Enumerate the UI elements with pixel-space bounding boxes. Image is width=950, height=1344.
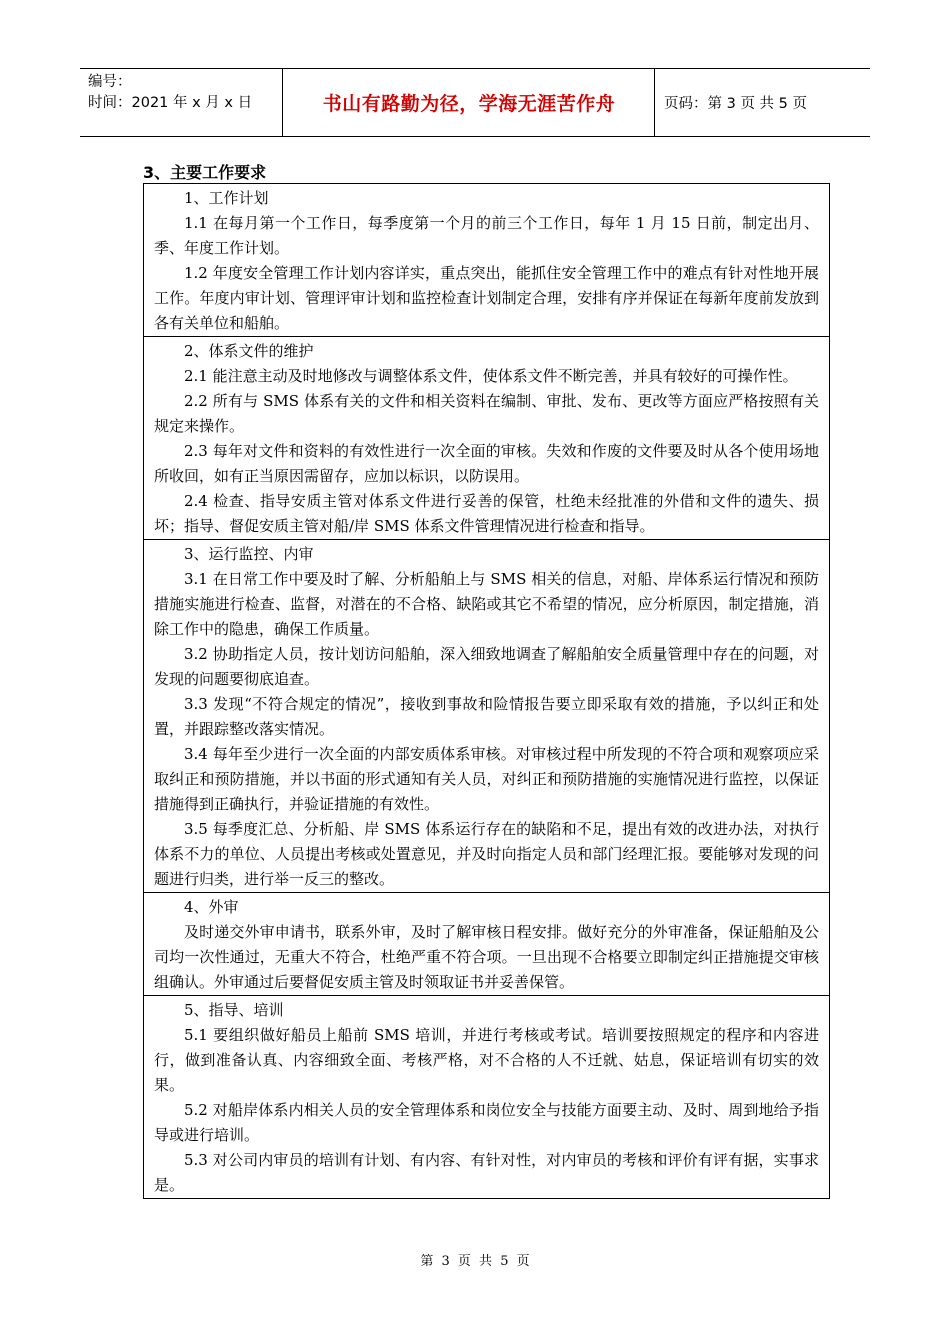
block-guidance-training: [144, 996, 829, 1198]
block-heading: 5、指导、培训: [184, 1001, 284, 1019]
block-paragraph: 1.2 年度安全管理工作计划内容详实，重点突出，能抓住安全管理工作中的难点有针对性地开展工作。年度内审计划、管理评审计划和监控检查计划制定合理，安排有序并保证在每新年度前发放到各有关单位和船舶。: [154, 264, 819, 332]
header-left-info: [88, 72, 252, 114]
header-motto: 书山有路勤为径，学海无涯苦作舟: [322, 93, 616, 115]
block-heading: 4、外审: [184, 898, 239, 916]
block-paragraph: 2.4 检查、指导安质主管对体系文件进行妥善的保管，杜绝未经批准的外借和文件的遗失、损坏；指导、督促安质主管对船/岸 SMS 体系文件管理情况进行检查和指导。: [154, 492, 819, 535]
document-date-label: 时间：2021 年 x 月 x 日: [88, 95, 253, 111]
block-paragraph: 5.1 要组织做好船员上船前 SMS 培训，并进行考核或考试。培训要按照规定的程序和内容进行，做到准备认真、内容细致全面、考核严格，对不合格的人不迁就、姑息，保证培训有切实的效果。: [154, 1026, 819, 1094]
block-paragraph: 3.1 在日常工作中要及时了解、分析船舶上与 SMS 相关的信息，对船、岸体系运行情况和预防措施实施进行检查、监督，对潜在的不合格、缺陷或其它不希望的情况，应分析原因，制定措施，消除工作中的隐患，确保工作质量。: [154, 570, 819, 638]
block-paragraph: 及时递交外审申请书，联系外审，及时了解审核日程安排。做好充分的外审准备，保证船舶及公司均一次性通过，无重大不符合，杜绝严重不符合项。一旦出现不合格要立即制定纠正措施提交审核组确认。外审通过后要督促安质主管及时领取证书并妥善保管。: [154, 923, 819, 991]
block-heading: 3、运行监控、内审: [184, 545, 314, 563]
header-divider: [282, 69, 283, 136]
header-divider: [654, 69, 655, 136]
page-header: [80, 68, 870, 137]
block-paragraph: 3.3 发现“不符合规定的情况”，接收到事故和险情报告要立即采取有效的措施，予以纠正和处置，并跟踪整改落实情况。: [154, 695, 819, 738]
block-paragraph: 5.3 对公司内审员的培训有计划、有内容、有针对性，对内审员的考核和评价有评有据，实事求是。: [154, 1151, 819, 1194]
section-title: 3、主要工作要求: [143, 163, 267, 182]
block-document-maintenance: [144, 337, 829, 540]
page-footer: 第 3 页 共 5 页: [420, 1254, 530, 1269]
block-work-plan: [144, 184, 829, 337]
block-paragraph: 1.1 在每月第一个工作日，每季度第一个月的前三个工作日，每年 1 月 15 日前，制定出月、季、年度工作计划。: [154, 214, 819, 257]
requirements-table: [143, 183, 830, 1199]
block-paragraph: 3.2 协助指定人员，按计划访问船舶，深入细致地调查了解船舶安全质量管理中存在的问题，对发现的问题要彻底追查。: [154, 645, 819, 688]
block-external-audit: [144, 893, 829, 996]
block-heading: 1、工作计划: [184, 189, 269, 207]
block-paragraph: 2.1 能注意主动及时地修改与调整体系文件，使体系文件不断完善，并具有较好的可操作性。: [184, 367, 798, 385]
block-paragraph: 2.3 每年对文件和资料的有效性进行一次全面的审核。失效和作废的文件要及时从各个使用场地所收回，如有正当原因需留存，应加以标识，以防误用。: [154, 442, 819, 485]
document-number-label: 编号：: [88, 74, 132, 90]
header-page-info: 页码：第 3 页 共 5 页: [664, 96, 807, 112]
block-paragraph: 2.2 所有与 SMS 体系有关的文件和相关资料在编制、审批、发布、更改等方面应严格按照有关规定来操作。: [154, 392, 819, 435]
block-monitoring-audit: [144, 540, 829, 893]
block-paragraph: 3.5 每季度汇总、分析船、岸 SMS 体系运行存在的缺陷和不足，提出有效的改进办法，对执行体系不力的单位、人员提出考核或处置意见，并及时向指定人员和部门经理汇报。要能够对发现的问题进行归类，进行举一反三的整改。: [154, 820, 819, 888]
block-heading: 2、体系文件的维护: [184, 342, 314, 360]
block-paragraph: 5.2 对船岸体系内相关人员的安全管理体系和岗位安全与技能方面要主动、及时、周到地给予指导或进行培训。: [154, 1101, 819, 1144]
block-paragraph: 3.4 每年至少进行一次全面的内部安质体系审核。对审核过程中所发现的不符合项和观察项应采取纠正和预防措施，并以书面的形式通知有关人员，对纠正和预防措施的实施情况进行监控，以保证措施得到正确执行，并验证措施的有效性。: [154, 745, 819, 813]
